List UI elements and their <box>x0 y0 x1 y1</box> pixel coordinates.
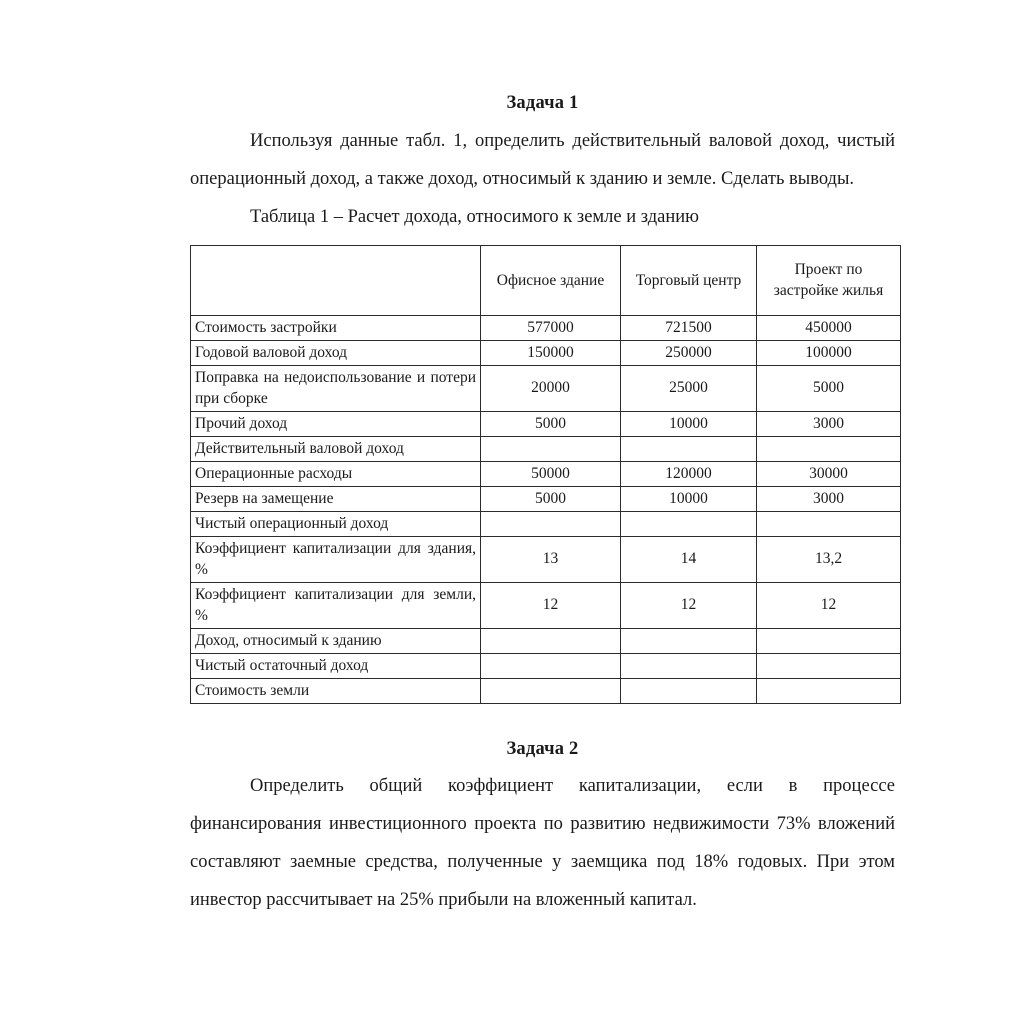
table-row <box>191 487 901 512</box>
table-cell-value: 150000 <box>481 341 621 366</box>
table-cell-value: 3000 <box>757 412 901 437</box>
table-row-label: Стоимость земли <box>191 679 481 704</box>
table-cell-value: 3000 <box>757 487 901 512</box>
table-row <box>191 629 901 654</box>
table-cell-value: 50000 <box>481 462 621 487</box>
table-cell-value <box>757 512 901 537</box>
table-cell-value <box>481 629 621 654</box>
table-cell-value: 120000 <box>621 462 757 487</box>
table-column-header-housing: Проект по застройке жилья <box>757 246 901 316</box>
table-row <box>191 341 901 366</box>
table-cell-value: 10000 <box>621 487 757 512</box>
table-row <box>191 537 901 583</box>
spacer-after-task2-heading <box>190 760 895 767</box>
table-row-label: Стоимость застройки <box>191 316 481 341</box>
table-row-label: Резерв на замещение <box>191 487 481 512</box>
table-header-row <box>191 246 901 316</box>
table-cell-value <box>481 437 621 462</box>
table-column-header-mall: Торговый центр <box>621 246 757 316</box>
task2-body-paragraph: Определить общий коэффициент капитализации, если в процессе финансирования инвестиционного проекта по развитию недвижимости 73% вложений составляют заемные средства, полученные у заемщика под 18% годовых. При этом инвестор рассчитывает на 25% прибыли на вложенный капитал. <box>190 776 895 911</box>
spacer-before-table <box>190 236 895 245</box>
table-cell-value: 100000 <box>757 341 901 366</box>
table-cell-value: 13,2 <box>757 537 901 583</box>
table-cell-value <box>621 512 757 537</box>
table-cell-value: 14 <box>621 537 757 583</box>
table1-caption: Таблица 1 – Расчет дохода, относимого к земле и зданию <box>250 207 699 228</box>
table-cell-value <box>481 512 621 537</box>
table-cell-value: 20000 <box>481 366 621 412</box>
table-row <box>191 437 901 462</box>
table-row-label: Поправка на недоиспользование и потери при сборке <box>191 366 481 412</box>
table-row-label: Доход, относимый к зданию <box>191 629 481 654</box>
table-row <box>191 412 901 437</box>
table-cell-value <box>481 679 621 704</box>
spacer-after-task1-heading <box>190 114 895 122</box>
table-cell-value <box>481 654 621 679</box>
table-corner-cell <box>191 246 481 316</box>
table-cell-value: 5000 <box>481 487 621 512</box>
table-cell-value: 12 <box>481 583 621 629</box>
table-cell-value <box>621 654 757 679</box>
table-row-label: Чистый остаточный доход <box>191 654 481 679</box>
spacer-after-table <box>190 704 895 738</box>
task1-body-paragraph: Используя данные табл. 1, определить действительный валовой доход, чистый операционный доход, а также доход, относимый к зданию и земле. Сделать выводы. <box>190 131 895 190</box>
table-cell-value: 12 <box>757 583 901 629</box>
table-row <box>191 679 901 704</box>
table-row-label: Чистый операционный доход <box>191 512 481 537</box>
table-cell-value: 577000 <box>481 316 621 341</box>
table-cell-value: 25000 <box>621 366 757 412</box>
table-cell-value: 30000 <box>757 462 901 487</box>
table-cell-value: 13 <box>481 537 621 583</box>
table-row <box>191 583 901 629</box>
table-row-label: Действительный валовой доход <box>191 437 481 462</box>
income-allocation-table <box>190 245 901 704</box>
table-row-label: Операционные расходы <box>191 462 481 487</box>
table-cell-value <box>757 654 901 679</box>
document-content <box>190 92 895 919</box>
table-row-label: Годовой валовой доход <box>191 341 481 366</box>
table-row <box>191 654 901 679</box>
table-cell-value <box>621 437 757 462</box>
table-cell-value <box>621 679 757 704</box>
table-cell-value: 12 <box>621 583 757 629</box>
table-cell-value: 10000 <box>621 412 757 437</box>
table-column-header-office: Офисное здание <box>481 246 621 316</box>
table-cell-value <box>757 679 901 704</box>
task1-heading: Задача 1 <box>506 93 579 113</box>
table-cell-value <box>757 629 901 654</box>
table-row <box>191 462 901 487</box>
table-row <box>191 512 901 537</box>
table-cell-value: 5000 <box>757 366 901 412</box>
table-row-label: Коэффициент капитализации для здания, % <box>191 537 481 583</box>
table-cell-value <box>621 629 757 654</box>
task2-heading: Задача 2 <box>506 739 579 760</box>
table-row <box>191 316 901 341</box>
table-cell-value: 450000 <box>757 316 901 341</box>
table-row-label: Коэффициент капитализации для земли, % <box>191 583 481 629</box>
table-cell-value: 250000 <box>621 341 757 366</box>
table-body <box>191 316 901 704</box>
table-cell-value: 5000 <box>481 412 621 437</box>
table-row-label: Прочий доход <box>191 412 481 437</box>
table-row <box>191 366 901 412</box>
table-cell-value: 721500 <box>621 316 757 341</box>
table-header <box>191 246 901 316</box>
table-cell-value <box>757 437 901 462</box>
